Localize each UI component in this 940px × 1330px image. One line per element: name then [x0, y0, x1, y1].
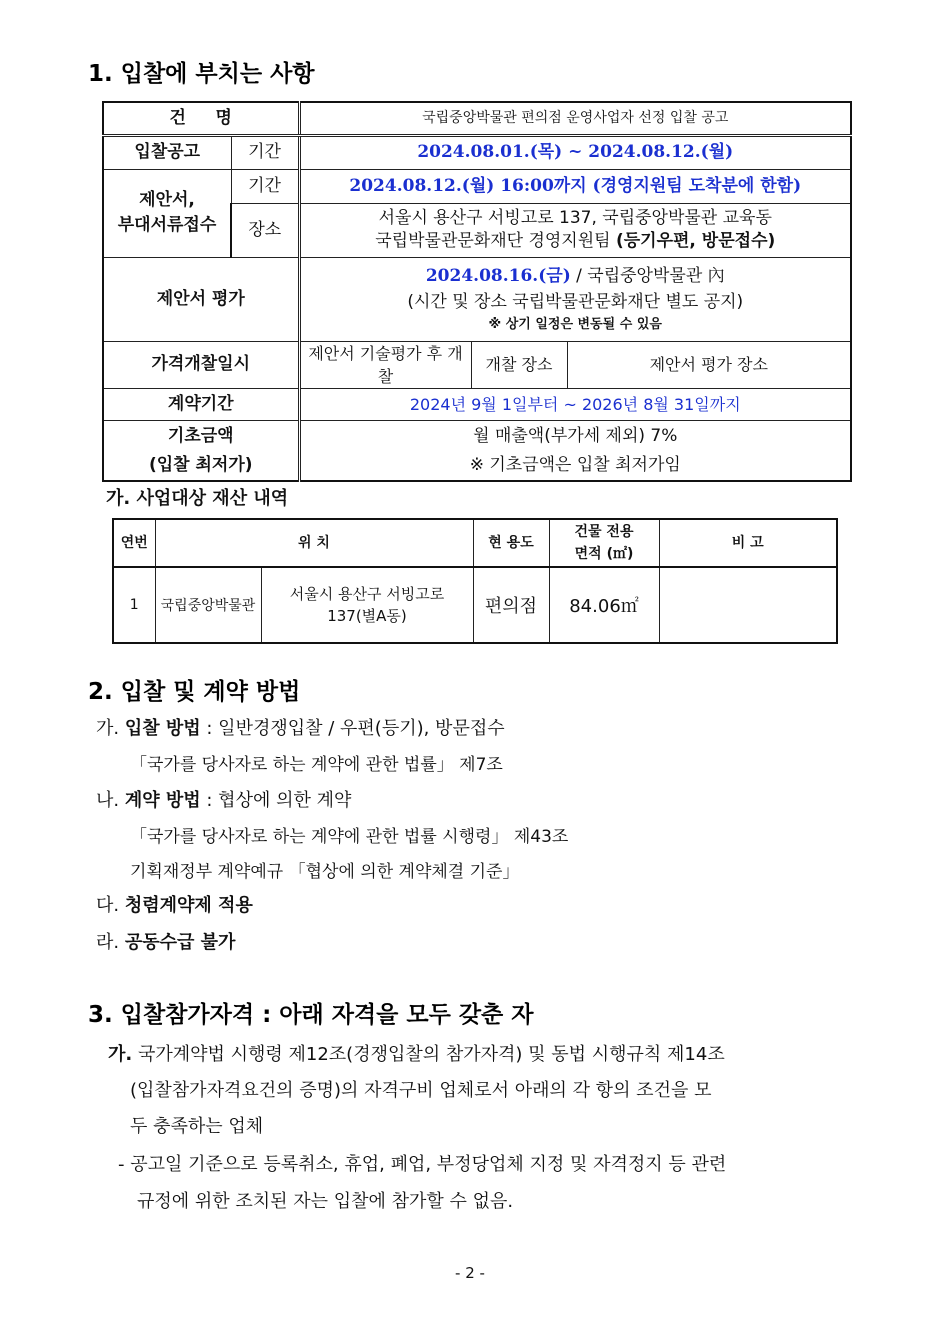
base-label [103, 420, 299, 481]
qualification-line1 [108, 1040, 725, 1066]
integrity-contract-line [96, 891, 253, 917]
notice-period-label: 기간 [231, 135, 299, 169]
eval-note: ※ 상기 일정은 변동될 수 있음 [488, 317, 662, 333]
price-time: 제안서 기술평가 후 개찰 [299, 341, 471, 388]
bid-method-line [96, 714, 505, 740]
row-place: 국립중앙박물관 [155, 567, 261, 643]
notice-period-value: 2024.08.01.(목) ~ 2024.08.12.(월) [299, 135, 851, 169]
contract-method-line [96, 786, 351, 812]
header-area [549, 519, 659, 567]
bid-method-label: 입찰 방법 [124, 718, 201, 739]
base-value-line2: ※ 기초금액은 입찰 최저가임 [469, 454, 681, 475]
base-label-line1: 기초금액 [167, 425, 234, 446]
header-note: 비 고 [659, 519, 837, 567]
exclusion-line1: - 공고일 기준으로 등록취소, 휴업, 폐업, 부정당업체 지정 및 자격정지 등 관련 [118, 1154, 727, 1175]
joint-label: 공동수급 불가 [124, 932, 236, 953]
proposal-place-value [299, 203, 851, 257]
notice-label: 입찰공고 [103, 135, 231, 169]
section-2-title: 2. 입찰 및 계약 방법 [88, 679, 301, 705]
eval-line2: (시간 및 장소 국립박물관문화재단 별도 공지) [407, 291, 744, 312]
contract-value: 2024년 9월 1일부터 ~ 2026년 8월 31일까지 [299, 388, 851, 420]
eval-place: / 국립중앙박물관 內 [570, 265, 725, 286]
contract-method-law2: 기획재정부 계약예규 「협상에 의한 계약체결 기준」 [130, 862, 520, 882]
row-address-line2: 137(별A동) [327, 607, 407, 625]
row-area: 84.06㎡ [549, 567, 659, 643]
header-location: 위 치 [155, 519, 473, 567]
price-label: 가격개찰일시 [103, 341, 299, 388]
eval-label: 제안서 평가 [103, 257, 299, 341]
qualification-prefix: 가. [108, 1044, 133, 1065]
name-label: 건 명 [103, 102, 299, 135]
eval-value [299, 257, 851, 341]
qualification-line2: (입찰참가자격요건의 증명)의 자격구비 업체로서 아래의 각 항의 조건을 모 [130, 1080, 712, 1101]
name-value: 국립중앙박물관 편의점 운영사업자 선정 입찰 공고 [299, 102, 851, 135]
bid-method-law: 「국가를 당사자로 하는 계약에 관한 법률」 제7조 [130, 755, 503, 775]
section-1-title: 1. 입찰에 부치는 사항 [88, 61, 315, 87]
exclusion-line2: 규정에 위한 조치된 자는 입찰에 참가할 수 없음. [137, 1191, 514, 1212]
proposal-period-value: 2024.08.12.(월) 16:00까지 (경영지원팀 도착분에 한함) [299, 169, 851, 203]
base-value [299, 420, 851, 481]
bid-method-prefix: 가. [96, 718, 125, 739]
bid-method-value: : 일반경쟁입찰 / 우편(등기), 방문접수 [200, 718, 505, 739]
bid-info-table [102, 101, 852, 482]
qualification-text1: 국가계약법 시행령 제12조(경쟁입찰의 참가자격) 및 동법 시행규칙 제14조 [132, 1044, 725, 1065]
header-area-line2: 면적 (㎡) [574, 546, 634, 562]
proposal-label-line2: 부대서류접수 [117, 215, 217, 235]
contract-method-law1: 「국가를 당사자로 하는 계약에 관한 법률 시행령」 제43조 [130, 827, 569, 847]
base-value-line1: 월 매출액(부가세 제외) 7% [473, 425, 678, 446]
base-label-line2: (입찰 최저가) [148, 454, 253, 475]
proposal-place-line2: 국립박물관문화재단 경영지원팀 [375, 231, 616, 251]
row-no: 1 [113, 567, 155, 643]
price-place-value: 제안서 평가 장소 [567, 341, 851, 388]
contract-method-label: 계약 방법 [124, 790, 201, 811]
proposal-label-line1: 제안서, [139, 190, 195, 211]
header-use: 현 용도 [473, 519, 549, 567]
price-place-label: 개찰 장소 [471, 341, 567, 388]
proposal-label [103, 169, 231, 257]
header-area-line1: 건물 전용 [574, 523, 634, 540]
qualification-line3: 두 충족하는 업체 [130, 1116, 264, 1137]
integrity-prefix: 다. [96, 895, 125, 916]
proposal-period-label: 기간 [231, 169, 299, 203]
row-address-line1: 서울시 용산구 서빙고로 [289, 584, 445, 603]
eval-date: 2024.08.16.(금) [425, 265, 571, 286]
row-note [659, 567, 837, 643]
table-row [113, 567, 837, 643]
page-number: - 2 - [455, 1264, 485, 1282]
joint-supply-line [96, 928, 235, 954]
contract-method-value: : 협상에 의한 계약 [200, 790, 352, 811]
proposal-method: (등기우편, 방문접수) [615, 231, 776, 251]
property-title: 가. 사업대상 재산 내역 [106, 488, 289, 509]
header-no: 연번 [113, 519, 155, 567]
integrity-label: 청렴계약제 적용 [124, 895, 253, 916]
proposal-place-label: 장소 [231, 203, 299, 257]
row-address [261, 567, 473, 643]
contract-method-prefix: 나. [96, 790, 125, 811]
contract-label: 계약기간 [103, 388, 299, 420]
joint-prefix: 라. [96, 932, 125, 953]
proposal-place-line1: 서울시 용산구 서빙고로 137, 국립중앙박물관 교육동 [378, 208, 772, 229]
row-use: 편의점 [473, 567, 549, 643]
section-3-title: 3. 입찰참가자격 : 아래 자격을 모두 갖춘 자 [88, 1002, 534, 1028]
property-table [112, 518, 838, 644]
